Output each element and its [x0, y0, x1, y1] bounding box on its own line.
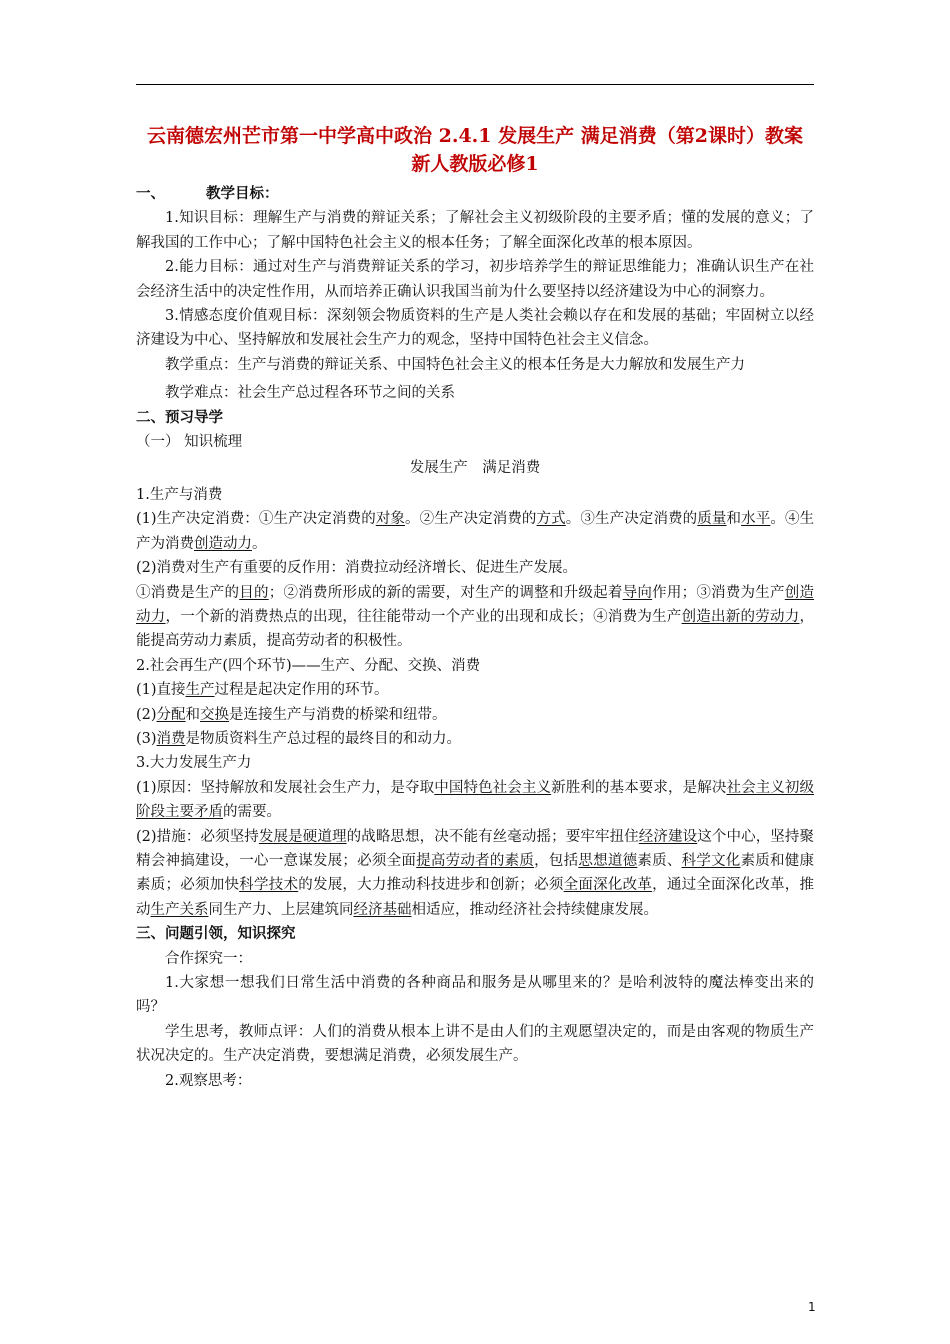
- underlined-answer: 目的: [239, 584, 269, 601]
- underlined-answer: 方式: [536, 511, 566, 528]
- question-1: 1.大家想一想我们日常生活中消费的各种商品和服务是从哪里来的？是哈利波特的魔法棒变出来的吗？: [136, 975, 814, 1016]
- point-1c: ①消费是生产的目的；②消费所形成的新的需要，对生产的调整和升级起着导向作用；③消费为生产创造动力，一个新的消费热点的出现，往往能带动一个产业的出现和成长；④消费为生产创造出新的劳动力，能提高劳动力素质，提高劳动者的积极性。: [136, 584, 815, 650]
- underlined-answer: 对象: [375, 511, 406, 528]
- teaching-key-point: 教学重点：生产与消费的辩证关系、中国特色社会主义的根本任务是大力解放和发展生产力: [165, 356, 745, 373]
- objective-emotion: 3.情感态度价值观目标：深刻领会物质资料的生产是人类社会赖以存在和发展的基础；牢固树立以经济建设为中心、坚持解放和发展社会生产力的观念，坚持中国特色社会主义信念。: [136, 308, 814, 349]
- point-1b: (2)消费对生产有重要的反作用：消费拉动经济增长、促进生产发展。: [136, 560, 578, 577]
- underlined-answer: 水平: [741, 511, 771, 528]
- cooperative-inquiry: 合作探究一：: [165, 950, 252, 967]
- underlined-answer: 生产: [185, 682, 215, 699]
- point-2c: (3)消费是物质资料生产总过程的最终目的和动力。: [136, 730, 462, 747]
- underlined-answer: 经济建设: [638, 828, 698, 845]
- objective-knowledge: 1.知识目标：理解生产与消费的辩证关系；了解社会主义初级阶段的主要矛盾；懂的发展的意义；了解我国的工作中心；了解中国特色社会主义的根本任务；了解全面深化改革的根本原因。: [136, 210, 814, 251]
- document-body: [136, 122, 814, 1093]
- section-1-number: 一、: [136, 185, 165, 202]
- underlined-answer: 创造动力: [136, 584, 815, 625]
- teaching-difficulty: 教学难点：社会生产总过程各环节之间的关系: [165, 385, 455, 402]
- point-3b: (2)措施：必须坚持发展是硬道理的战略思想，决不能有丝毫动摇；要牢牢扭住经济建设这个中心，坚持聚精会神搞建设，一心一意谋发展；必须全面提高劳动者的素质，包括思想道德素质、科学文化素质和健康素质；必须加快科学技术的发展，大力推动科技进步和创新；必须全面深化改革，通过全面深化改革，推动生产关系同生产力、上层建筑同经济基础相适应，推动经济社会持续健康发展。: [136, 828, 815, 918]
- underlined-answer: 经济基础: [353, 901, 412, 918]
- underlined-answer: 全面深化改革: [563, 877, 653, 894]
- answer-1: 学生思考，教师点评：人们的消费从根本上讲不是由人们的主观愿望决定的，而是由客观的物质生产状况决定的。生产决定消费，要想满足消费，必须发展生产。: [136, 1023, 814, 1065]
- underlined-answer: 质量: [697, 511, 727, 528]
- point-2-heading: 2.社会再生产(四个环节)——生产、分配、交换、消费: [136, 657, 481, 674]
- header-rule: [136, 84, 814, 85]
- underlined-answer: 交换: [200, 706, 230, 723]
- underlined-answer: 分配: [156, 706, 186, 723]
- section-3-heading: 三、问题引领，知识探究: [136, 925, 296, 943]
- underlined-answer: 科学文化: [681, 852, 741, 869]
- page-number: 1: [808, 1300, 816, 1314]
- point-1-heading: 1.生产与消费: [136, 486, 223, 503]
- underlined-answer: 科学技术: [239, 877, 299, 894]
- section-1-title: 教学目标：: [206, 185, 279, 202]
- underlined-answer: 创造动力: [194, 535, 252, 552]
- center-title: 发展生产 满足消费: [409, 460, 541, 477]
- section-1-heading: [136, 182, 814, 206]
- underlined-answer: 创造出新的劳动力: [681, 608, 800, 625]
- section-2-heading: 二、预习导学: [136, 408, 223, 426]
- underlined-answer: 中国特色社会主义: [434, 779, 552, 796]
- document-title: 云南德宏州芒市第一中学高中政治 2.4.1 发展生产 满足消费（第2课时）教案 新人教版必修1: [147, 125, 803, 175]
- underlined-answer: 消费: [156, 730, 186, 747]
- point-3a: (1)原因：坚持解放和发展社会生产力，是夺取中国特色社会主义新胜利的基本要求，是解决社会主义初级阶段主要矛盾的需要。: [136, 779, 815, 821]
- subsection-knowledge: （一） 知识梳理: [136, 434, 243, 451]
- underlined-answer: 提高劳动者的素质: [416, 852, 535, 869]
- underlined-answer: 生产关系: [150, 901, 209, 918]
- underlined-answer: 思想道德: [578, 852, 638, 869]
- point-2b: (2)分配和交换是连接生产与消费的桥梁和纽带。: [136, 706, 447, 723]
- question-2: 2.观察思考：: [165, 1072, 252, 1089]
- underlined-answer: 社会主义初级阶段主要矛盾: [136, 779, 815, 821]
- point-3-heading: 3.大力发展生产力: [136, 755, 252, 772]
- point-2a: (1)直接生产过程是起决定作用的环节。: [136, 682, 389, 699]
- objective-ability: 2.能力目标：通过对生产与消费辩证关系的学习，初步培养学生的辩证思维能力；准确认识生产在社会经济生活中的决定性作用，从而培养正确认识我国当前为什么要坚持以经济建设为中心的洞察力。: [136, 259, 814, 300]
- point-1a: (1)生产决定消费：①生产决定消费的对象。②生产决定消费的方式。③生产决定消费的质量和水平。④生产为消费创造动力。: [136, 511, 815, 552]
- underlined-answer: 发展是硬道理: [258, 828, 347, 845]
- underlined-answer: 导向: [622, 584, 653, 601]
